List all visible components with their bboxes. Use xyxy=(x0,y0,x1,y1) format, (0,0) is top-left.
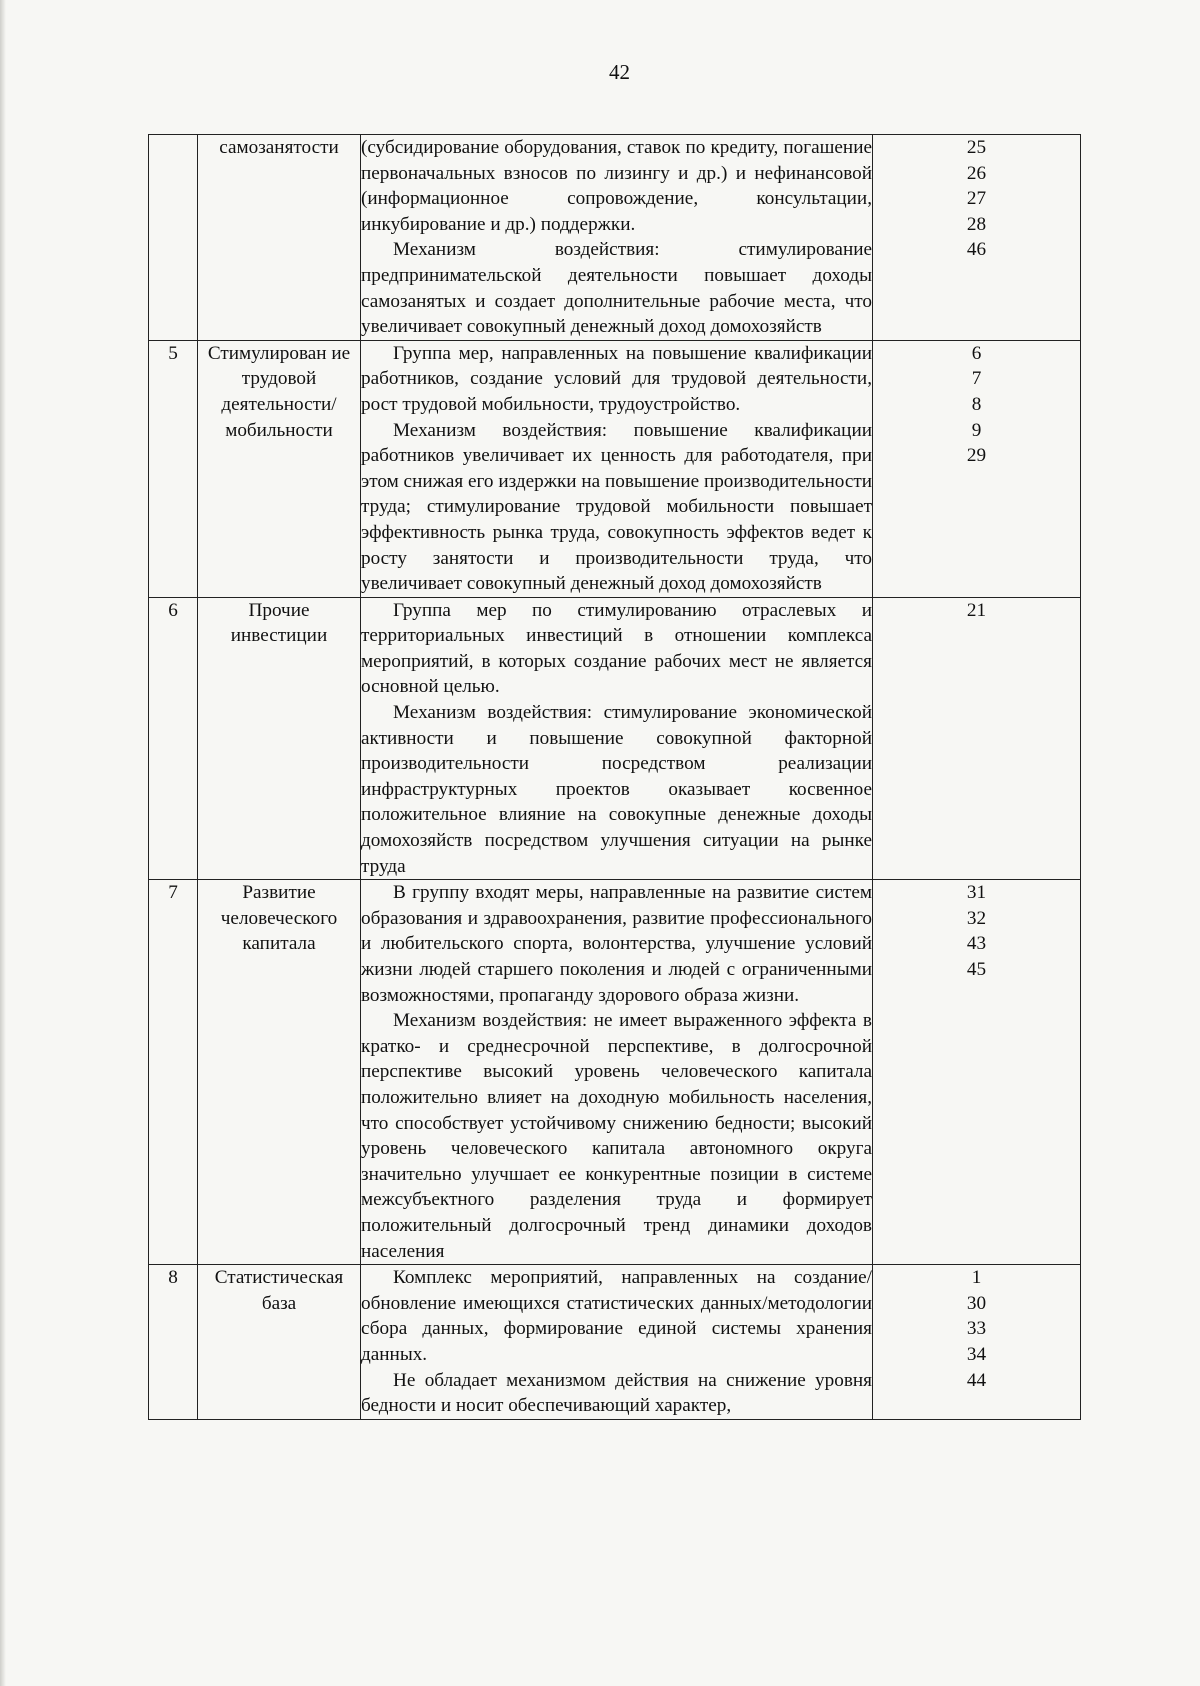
related-item-number: 26 xyxy=(966,162,987,184)
description-paragraph: Комплекс мероприятий, направленных на создание/обновление имеющихся статистических данных/методологии сбора данных, формирование единой системы хранения данных. xyxy=(361,1267,872,1365)
table-row xyxy=(149,597,1081,880)
related-items xyxy=(873,135,1081,341)
table-row xyxy=(149,880,1081,1265)
related-item-number: 1 xyxy=(971,1267,982,1289)
related-item-number: 46 xyxy=(966,239,987,261)
related-item-number: 9 xyxy=(971,419,982,441)
description-paragraph: Механизм воздействия: стимулирование экономической активности и повышение совокупной факторной производительности посредством реализации инфраструктурных проектов оказывает косвенное положительное влияние на совокупные денежные доходы домохозяйств посредством улучшения ситуации на рынке труда xyxy=(361,702,872,877)
related-item-number: 31 xyxy=(966,882,987,904)
description-paragraph: Механизм воздействия: повышение квалификации работников увеличивает их ценность для работодателя, при этом снижая его издержки на повышение производительности труда; стимулирование трудовой мобильности повышает эффективность рынка труда, совокупность эффектов ведет к росту занятости и производительности труда, что увеличивает совокупный денежный доход домохозяйств xyxy=(361,419,872,595)
row-number: 8 xyxy=(149,1265,198,1420)
related-items xyxy=(873,1265,1081,1420)
page-number: 42 xyxy=(609,60,630,84)
table-row xyxy=(149,135,1081,341)
related-item-number: 45 xyxy=(966,959,987,980)
description-paragraph: Не обладает механизмом действия на снижение уровня бедности и носит обеспечивающий характер, xyxy=(361,1369,872,1417)
scan-edge xyxy=(0,0,6,1686)
related-item-number: 28 xyxy=(966,213,987,235)
related-item-number: 44 xyxy=(966,1369,987,1391)
description-paragraph: Механизм воздействия: не имеет выраженного эффекта в кратко- и среднесрочной перспективе, в долгосрочной перспективе высокий уровень человеческого капитала положительно влияет на доходную мобильность населения, что способствует устойчивому снижению бедности; высокий уровень человеческого капитала автономного округа значительно улучшает ее конкурентные позиции в системе межсубъектного разделения труда и формирует положительный долгосрочный тренд динамики доходов населения xyxy=(361,1010,872,1262)
table-row xyxy=(149,1265,1081,1420)
measure-description xyxy=(361,1265,873,1420)
row-number xyxy=(149,135,198,341)
table-row xyxy=(149,340,1081,597)
related-item-number: 29 xyxy=(966,445,987,467)
measures-table xyxy=(148,134,1081,1420)
measure-group-name: самозанятости xyxy=(198,135,361,341)
measure-group-name: Развитие человеческого капитала xyxy=(198,880,361,1265)
related-item-number: 43 xyxy=(966,933,987,955)
description-paragraph: Механизм воздействия: стимулирование предпринимательской деятельности повышает доходы самозанятых и создает дополнительные рабочие места, что увеличивает совокупный денежный доход домохозяйств xyxy=(361,239,872,338)
description-paragraph: Группа мер по стимулированию отраслевых и территориальных инвестиций в отношении комплекса мероприятий, в которых создание рабочих мест не является основной целью. xyxy=(361,599,872,698)
related-item-number: 32 xyxy=(966,907,987,929)
related-item-number: 21 xyxy=(966,599,987,621)
measure-description xyxy=(361,880,873,1265)
description-paragraph: В группу входят меры, направленные на развитие систем образования и здравоохранения, развитие профессионального и любительского спорта, волонтерства, улучшение условий жизни людей старшего поколения и людей с ограниченными возможностями, пропаганду здорового образа жизни. xyxy=(361,882,872,1006)
measure-group-name: Статистическая база xyxy=(198,1265,361,1420)
related-items xyxy=(873,880,1081,1265)
measure-description xyxy=(361,340,873,597)
description-paragraph: (субсидирование оборудования, ставок по кредиту, погашение первоначальных взносов по лизингу и др.) и нефинансовой (информационное сопровождение, консультации, инкубирование и др.) поддержки. xyxy=(361,137,872,235)
measure-description xyxy=(361,135,873,341)
row-number: 7 xyxy=(149,880,198,1265)
related-items xyxy=(873,340,1081,597)
related-item-number: 34 xyxy=(966,1343,987,1365)
related-item-number: 30 xyxy=(966,1292,987,1314)
related-item-number: 6 xyxy=(971,342,982,364)
measure-group-name: Прочие инвестиции xyxy=(198,597,361,880)
related-item-number: 33 xyxy=(966,1318,987,1340)
related-items xyxy=(873,597,1081,880)
related-item-number: 8 xyxy=(971,393,982,415)
measure-group-name: Стимулирован ие трудовой деятельности/ мобильности xyxy=(198,340,361,597)
related-item-number: 25 xyxy=(966,137,987,158)
table-body xyxy=(149,135,1081,1420)
row-number: 5 xyxy=(149,340,198,597)
related-item-number: 27 xyxy=(966,188,987,210)
related-item-number: 7 xyxy=(971,368,982,390)
measure-description xyxy=(361,597,873,880)
description-paragraph: Группа мер, направленных на повышение квалификации работников, создание условий для трудовой деятельности, рост трудовой мобильности, трудоустройство. xyxy=(361,342,872,415)
row-number: 6 xyxy=(149,597,198,880)
